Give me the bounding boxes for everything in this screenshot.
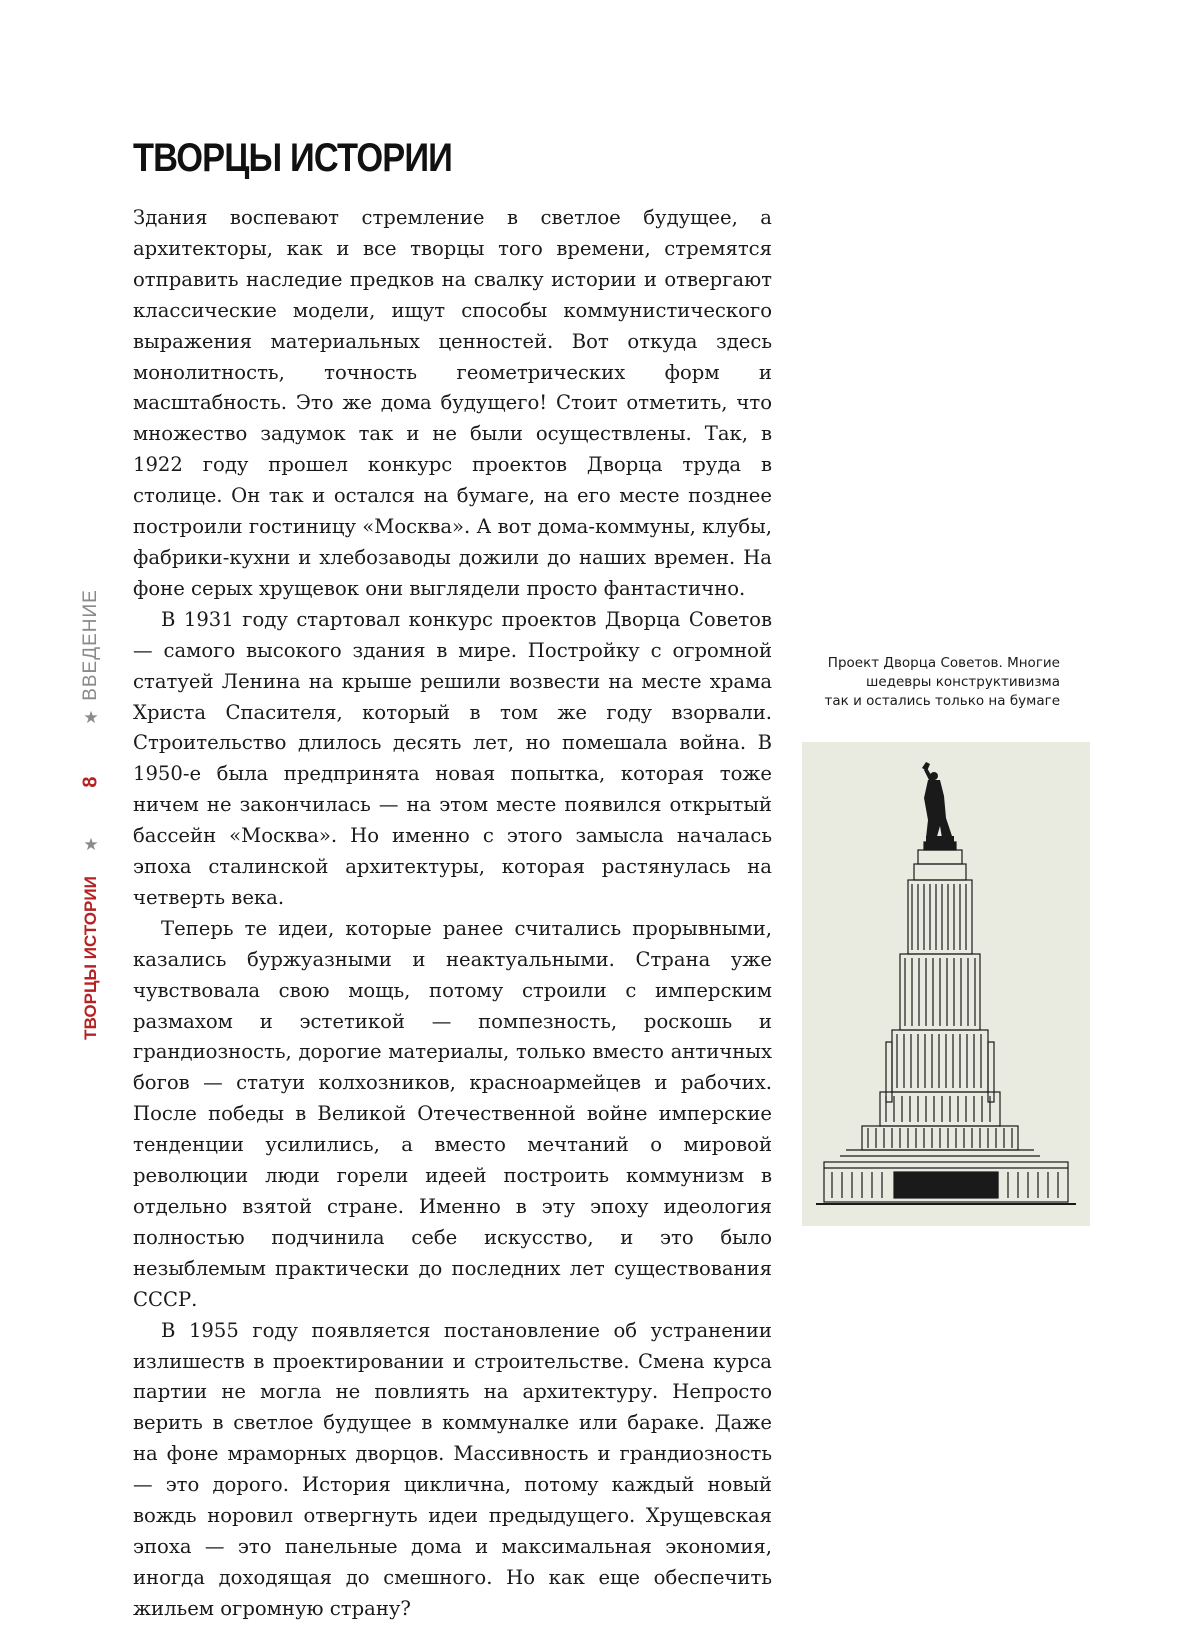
- palace-of-soviets-illustration: [802, 742, 1090, 1226]
- caption-line: так и остались только на бумаге: [824, 693, 1060, 709]
- paragraph-2: В 1931 году стартовал конкурс проектов Дворца Советов — самого высокого здания в мире. Постройку с огромной статуей Ленина на крыше решили возвести на месте храма Христа Спасителя, который в том же году взорвали. Строительство длилось десять лет, но помешала война. В 1950-е была предпринята новая попытка, которая тоже ничем не закончилась — на этом месте появился открытый бассейн «Москва». Но именно с этого замысла началась эпоха сталинской архитектуры, которая растянулась на четверть века.: [133, 607, 772, 909]
- figure-caption: [790, 654, 1060, 711]
- page-number: 8: [79, 776, 102, 788]
- palace-drawing: [802, 742, 1090, 1226]
- caption-line: шедевры конструктивизма: [865, 674, 1060, 690]
- star-icon: ★: [83, 708, 99, 728]
- paragraph-3: Теперь те идеи, которые ранее считались прорывными, казались буржуазными и неактуальными. Страна уже чувствовала свою мощь, потому строили с имперским размахом и эстетикой — помпезность, роскошь и грандиозность, дорогие материалы, только вместо античных богов — статуи колхозников, красноармейцев и рабочих. После победы в Великой Отечественной войне имперские тенденции усилились, а вместо мечтаний о мировой революции люди горели идеей построить коммунизм в отдельно взятой стране. Именно в эту эпоху идеология полностью подчинила себе искусство, и это было незыблемым практически до последних лет существования СССР.: [133, 916, 772, 1311]
- chapter-label: ТВОРЦЫ ИСТОРИИ: [81, 876, 100, 1040]
- paragraph-4: В 1955 году появляется постановление об устранении излишеств в проектировании и строительстве. Смена курса партии не могла не повлиять на архитектуру. Непросто верить в светлое будущее в коммуналке или бараке. Даже на фоне мраморных дворцов. Массивность и грандиозность — это дорого. История циклична, потому каждый новый вождь норовил отвергнуть идеи предыдущего. Хрущевская эпоха — это панельные дома и максимальная экономия, иногда доходящая до смешного. Но как еще обеспечить жильем огромную страну?: [133, 1318, 772, 1620]
- paragraph-1: Здания воспевают стремление в светлое будущее, а архитекторы, как и все творцы того времени, стремятся отправить наследие предков на свалку истории и отвергают классические модели, ищут способы коммунистического выражения материальных ценностей. Вот откуда здесь монолитность, точность геометрических форм и масштабность. Это же дома будущего! Стоит отметить, что множество задумок так и не были осуществлены. Так, в 1922 году прошел конкурс проектов Дворца труда в столице. Он так и остался на бумаге, на его месте позднее построили гостиницу «Москва». А вот дома-коммуны, клубы, фабрики-кухни и хлебозаводы дожили до наших времен. На фоне серых хрущевок они выглядели просто фантастично.: [133, 206, 772, 600]
- star-icon: ★: [83, 835, 99, 855]
- section-label: ВВЕДЕНИЕ: [80, 589, 101, 701]
- caption-line: Проект Дворца Советов. Многие: [827, 655, 1060, 671]
- article-body: [133, 203, 772, 1625]
- page-title: ТВОРЦЫ ИСТОРИИ: [133, 136, 453, 180]
- lenin-statue: [922, 762, 954, 842]
